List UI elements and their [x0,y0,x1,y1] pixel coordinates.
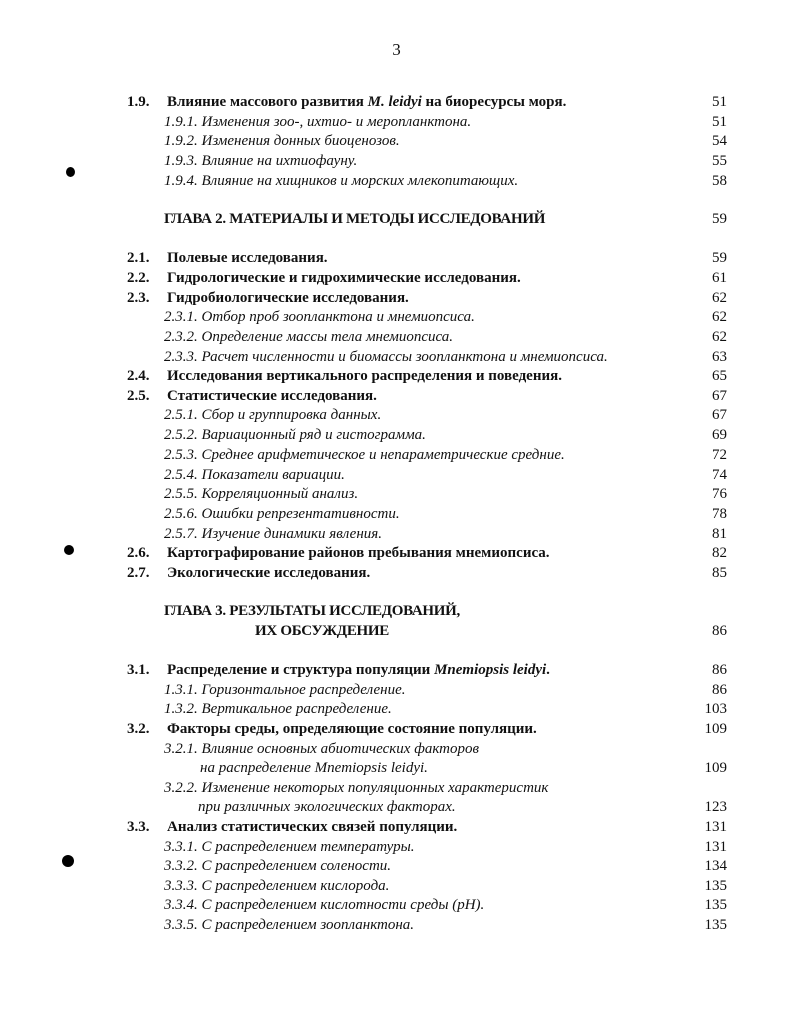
toc-entry-species-name: Mnemiopsis leidyi [434,662,547,678]
toc-entry-title-text: на биоресурсы моря. [421,94,567,110]
toc-entry [0,778,793,798]
toc-entry [0,504,793,524]
toc-entry-page: 59 [712,211,727,227]
toc-entry [0,268,793,288]
page-number: 3 [392,40,401,59]
toc-entry-title: Исследования вертикального распределения и поведения. [167,368,562,384]
toc-entry [0,327,793,347]
toc-entry [0,248,793,268]
toc-entry-page: 76 [712,486,727,502]
toc-entry [0,386,793,406]
toc-entry-page: 123 [704,799,727,815]
toc-entry [0,445,793,465]
toc-entry [0,151,793,171]
toc-entry-number: 3.2. [127,721,150,737]
toc-entry-page: 63 [712,349,727,365]
toc-entry-title: ГЛАВА 2. МАТЕРИАЛЫ И МЕТОДЫ ИССЛЕДОВАНИЙ [164,211,546,227]
toc-entry-page: 85 [712,565,727,581]
toc-entry [0,739,793,759]
toc-entry-title: 1.9.3. Влияние на ихтиофауну. [164,153,358,169]
toc-entry-title: на распределение Mnemiopsis leidyi. [200,760,428,776]
toc-entry-title: 2.3.2. Определение массы тела мнемиопсиса. [164,329,454,345]
toc-entry [0,92,793,112]
scan-speck [62,855,74,867]
toc-entry-title: Гидрологические и гидрохимические исследования. [167,270,521,286]
toc-entry [0,524,793,544]
toc-entry-title: 2.5.6. Ошибки репрезентативности. [164,506,400,522]
toc-entry [0,660,793,680]
toc-entry-page: 62 [712,290,727,306]
toc-entry-number: 3.1. [127,662,150,678]
toc-entry [0,876,793,896]
toc-entry-page: 69 [712,427,727,443]
toc-entry-page: 109 [704,760,727,776]
toc-entry-title: Гидробиологические исследования. [167,290,409,306]
toc-entry-title: 3.2.1. Влияние основных абиотических факторов [164,741,480,757]
toc-entry [0,405,793,425]
toc-entry-page: 82 [712,545,727,561]
toc-entry-number: 2.5. [127,388,150,404]
toc-entry-page: 62 [712,329,727,345]
toc-entry-title: 3.3.1. С распределением температуры. [164,839,415,855]
toc-entry-title: 3.3.5. С распределением зоопланктона. [164,917,415,933]
toc-entry-page: 61 [712,270,727,286]
toc-entry-title: 1.9.2. Изменения донных биоценозов. [164,133,400,149]
toc-entry-title: 2.5.7. Изучение динамики явления. [164,526,382,542]
toc-entry-page: 135 [704,917,727,933]
toc-entry-page: 134 [704,858,727,874]
toc-entry-title: Экологические исследования. [167,565,371,581]
toc-entry-title: 2.5.4. Показатели вариации. [164,467,345,483]
toc-entry-page: 55 [712,153,727,169]
toc-entry-title: при различных экологических факторах. [198,799,456,815]
toc-entry-title: Анализ статистических связей популяции. [167,819,458,835]
toc-entry-page: 81 [712,526,727,542]
scan-speck [66,167,75,177]
toc-entry-title-text: Влияние массового развития [167,94,368,110]
toc-entry-number: 2.1. [127,250,150,266]
toc-entry-number: 1.9. [127,94,150,110]
scan-speck [64,545,74,555]
toc-entry [0,347,793,367]
toc-entry-page: 86 [712,662,727,678]
toc-entry-page: 86 [712,623,727,639]
toc-entry [0,543,793,563]
toc-entry [0,425,793,445]
toc-entry [0,131,793,151]
toc-entry-page: 109 [704,721,727,737]
toc-entry-title [167,92,566,112]
toc-entry-page: 131 [704,819,727,835]
toc-entry [0,856,793,876]
toc-entry-page: 78 [712,506,727,522]
toc-entry [0,288,793,308]
toc-entry-page: 51 [712,94,727,110]
toc-entry-title: 1.3.1. Горизонтальное распределение. [164,682,406,698]
toc-entry-page: 58 [712,173,727,189]
toc-entry-page: 54 [712,133,727,149]
toc-entry-page: 67 [712,388,727,404]
toc-entry-page: 103 [704,701,727,717]
toc-entry-page: 86 [712,682,727,698]
toc-entry-title: 3.3.2. С распределением солености. [164,858,392,874]
toc-entry [0,758,793,778]
toc-entry-page: 74 [712,467,727,483]
toc-entry-title: ИХ ОБСУЖДЕНИЕ [255,623,389,639]
toc-entry [0,797,793,817]
toc-entry-number: 3.3. [127,819,150,835]
toc-entry-title-text: . [546,662,550,678]
toc-entry-title: 3.3.4. С распределением кислотности среды (рН). [164,897,485,913]
toc-entry-number: 2.4. [127,368,150,384]
toc-entry-title: 1.9.1. Изменения зоо-, ихтио- и меропланктона. [164,114,472,130]
toc-entry [0,817,793,837]
toc-entry-page: 135 [704,897,727,913]
toc-entry [0,621,793,641]
toc-entry-title: Факторы среды, определяющие состояние популяции. [167,721,537,737]
toc-entry-page: 67 [712,407,727,423]
toc-entry-page: 65 [712,368,727,384]
toc-entry-title: Полевые исследования. [167,250,328,266]
toc-entry [0,699,793,719]
toc-entry-title: 2.5.3. Среднее арифметическое и непараметрические средние. [164,447,565,463]
toc-entry-page: 135 [704,878,727,894]
toc-entry [0,895,793,915]
toc-entry [0,601,793,621]
toc-entry-title: 2.3.3. Расчет численности и биомассы зоопланктона и мнемиопсиса. [164,349,608,365]
toc-entry [0,465,793,485]
toc-entry-title: 2.3.1. Отбор проб зоопланктона и мнемиопсиса. [164,309,475,325]
toc-entry-title: 2.5.1. Сбор и группировка данных. [164,407,382,423]
toc-entry-title: 2.5.2. Вариационный ряд и гистограмма. [164,427,426,443]
toc-entry-species-name: M. leidyi [367,94,422,110]
toc-entry [0,307,793,327]
toc-entry-title: 1.3.2. Вертикальное распределение. [164,701,392,717]
toc-entry-number: 2.7. [127,565,150,581]
toc-entry-title [167,660,550,680]
toc-entry [0,563,793,583]
toc-entry [0,915,793,935]
toc-entry [0,719,793,739]
toc-entry [0,171,793,191]
toc-entry-number: 2.6. [127,545,150,561]
toc-entry [0,366,793,386]
toc-entry [0,680,793,700]
toc-entry-number: 2.3. [127,290,150,306]
toc-entry-title: 3.2.2. Изменение некоторых популяционных характеристик [164,780,549,796]
toc-entry [0,209,793,229]
toc-entry-page: 51 [712,114,727,130]
toc-entry-page: 72 [712,447,727,463]
toc-entry-title-text: Распределение и структура популяции [167,662,435,678]
toc-entry-number: 2.2. [127,270,150,286]
toc-entry-page: 59 [712,250,727,266]
toc-entry [0,837,793,857]
toc-entry-title: 2.5.5. Корреляционный анализ. [164,486,359,502]
toc-entry-title: Картографирование районов пребывания мнемиопсиса. [167,545,550,561]
toc-entry-page: 131 [704,839,727,855]
toc-entry-title: 3.3.3. С распределением кислорода. [164,878,390,894]
toc-entry [0,112,793,132]
toc-entry-title: 1.9.4. Влияние на хищников и морских млекопитающих. [164,173,519,189]
toc-entry-title: Статистические исследования. [167,388,377,404]
toc-entry-title: ГЛАВА 3. РЕЗУЛЬТАТЫ ИССЛЕДОВАНИЙ, [164,603,460,619]
toc-entry-page: 62 [712,309,727,325]
toc-entry [0,484,793,504]
